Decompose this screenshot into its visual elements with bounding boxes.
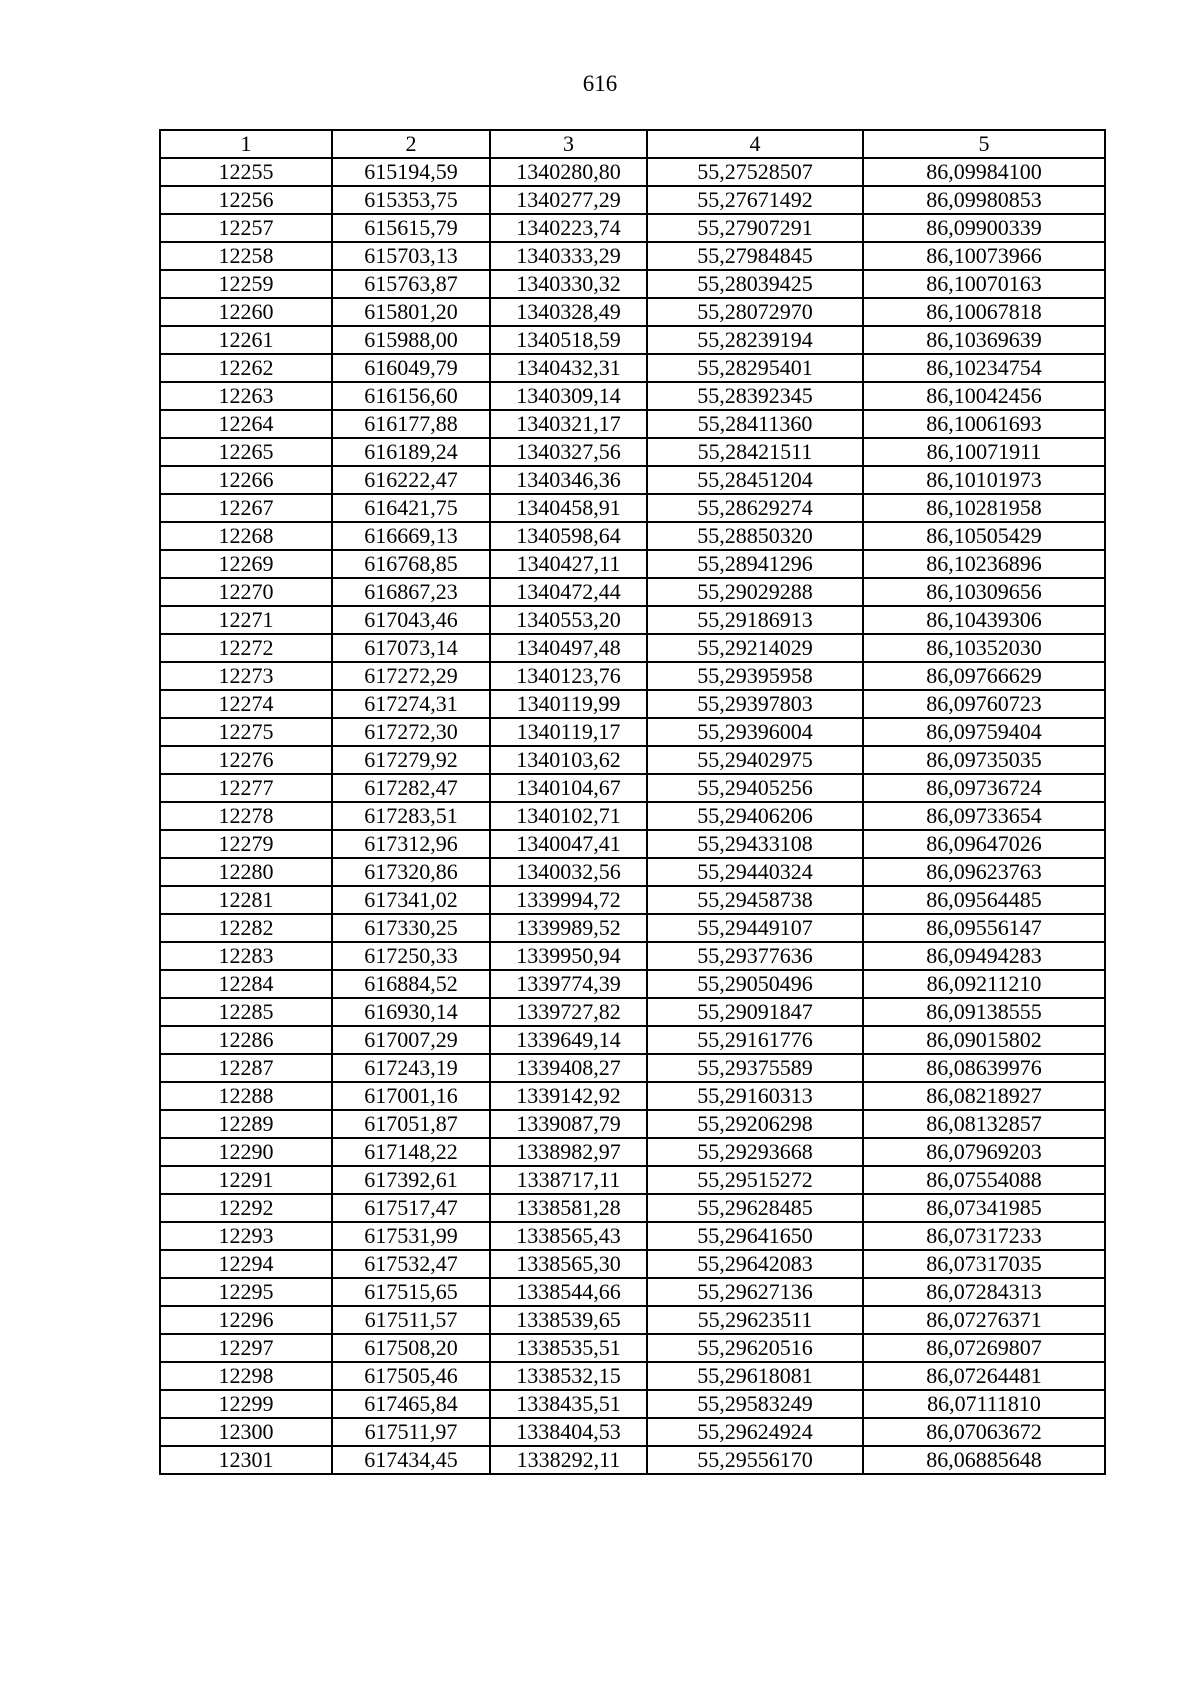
table-cell-col-3: 1339774,39 [490,970,647,998]
table-cell-col-5: 86,08132857 [863,1110,1105,1138]
coordinates-table [159,129,1106,1475]
table-cell-col-2: 617043,46 [332,606,490,634]
table-cell-col-4: 55,29377636 [647,942,863,970]
table-cell-col-5: 86,09900339 [863,214,1105,242]
table-cell-col-4: 55,29641650 [647,1222,863,1250]
table-row [160,1446,1105,1474]
table-cell-col-3: 1338565,43 [490,1222,647,1250]
table-row [160,382,1105,410]
table-row [160,270,1105,298]
table-cell-col-2: 617272,30 [332,718,490,746]
table-cell-col-3: 1339989,52 [490,914,647,942]
table-cell-col-4: 55,29395958 [647,662,863,690]
table-cell-col-1: 12291 [160,1166,332,1194]
table-cell-col-4: 55,29628485 [647,1194,863,1222]
table-cell-col-5: 86,10234754 [863,354,1105,382]
table-cell-col-1: 12268 [160,522,332,550]
table-cell-col-5: 86,10067818 [863,298,1105,326]
table-cell-col-5: 86,09733654 [863,802,1105,830]
table-cell-col-1: 12282 [160,914,332,942]
table-row [160,718,1105,746]
table-cell-col-4: 55,29206298 [647,1110,863,1138]
table-cell-col-2: 615763,87 [332,270,490,298]
table-cell-col-2: 615353,75 [332,186,490,214]
table-row [160,522,1105,550]
table-cell-col-5: 86,10439306 [863,606,1105,634]
table-cell-col-1: 12273 [160,662,332,690]
table-cell-col-3: 1339142,92 [490,1082,647,1110]
table-cell-col-2: 617341,02 [332,886,490,914]
table-cell-col-2: 615703,13 [332,242,490,270]
table-row [160,578,1105,606]
table-cell-col-3: 1340327,56 [490,438,647,466]
table-cell-col-2: 617282,47 [332,774,490,802]
table-cell-col-2: 617508,20 [332,1334,490,1362]
table-cell-col-5: 86,10309656 [863,578,1105,606]
table-row [160,746,1105,774]
table-cell-col-1: 12298 [160,1362,332,1390]
table-cell-col-2: 616421,75 [332,494,490,522]
table-row [160,886,1105,914]
table-cell-col-3: 1338539,65 [490,1306,647,1334]
table-cell-col-4: 55,29618081 [647,1362,863,1390]
table-cell-col-2: 615615,79 [332,214,490,242]
table-cell-col-2: 615801,20 [332,298,490,326]
table-cell-col-2: 617001,16 [332,1082,490,1110]
table-cell-col-4: 55,29214029 [647,634,863,662]
table-cell-col-3: 1340309,14 [490,382,647,410]
table-row [160,550,1105,578]
table-row [160,354,1105,382]
table-cell-col-1: 12280 [160,858,332,886]
table-cell-col-1: 12279 [160,830,332,858]
table-cell-col-1: 12285 [160,998,332,1026]
table-cell-col-5: 86,09211210 [863,970,1105,998]
table-cell-col-1: 12277 [160,774,332,802]
table-cell-col-5: 86,10352030 [863,634,1105,662]
column-header-4: 4 [647,130,863,158]
table-cell-col-1: 12288 [160,1082,332,1110]
table-cell-col-2: 617051,87 [332,1110,490,1138]
table-cell-col-1: 12265 [160,438,332,466]
table-cell-col-2: 617515,65 [332,1278,490,1306]
table-cell-col-3: 1339727,82 [490,998,647,1026]
table-cell-col-4: 55,27671492 [647,186,863,214]
table-cell-col-4: 55,29406206 [647,802,863,830]
table-cell-col-1: 12259 [160,270,332,298]
table-cell-col-5: 86,10369639 [863,326,1105,354]
table-cell-col-5: 86,07269807 [863,1334,1105,1362]
table-row [160,1138,1105,1166]
table-cell-col-5: 86,09980853 [863,186,1105,214]
table-row [160,326,1105,354]
table-cell-col-4: 55,29405256 [647,774,863,802]
table-cell-col-1: 12287 [160,1054,332,1082]
table-cell-col-4: 55,28392345 [647,382,863,410]
table-cell-col-1: 12294 [160,1250,332,1278]
table-cell-col-1: 12270 [160,578,332,606]
table-cell-col-3: 1338982,97 [490,1138,647,1166]
table-cell-col-3: 1340047,41 [490,830,647,858]
table-header [160,130,1105,158]
table-cell-col-4: 55,29440324 [647,858,863,886]
table-row [160,942,1105,970]
table-cell-col-3: 1338404,53 [490,1418,647,1446]
table-row [160,1306,1105,1334]
table-cell-col-5: 86,06885648 [863,1446,1105,1474]
table-cell-col-1: 12289 [160,1110,332,1138]
table-cell-col-2: 617330,25 [332,914,490,942]
table-cell-col-4: 55,29402975 [647,746,863,774]
table-cell-col-4: 55,29623511 [647,1306,863,1334]
table-cell-col-4: 55,29397803 [647,690,863,718]
table-cell-col-1: 12293 [160,1222,332,1250]
table-cell-col-4: 55,27528507 [647,158,863,186]
table-row [160,158,1105,186]
table-cell-col-3: 1340119,17 [490,718,647,746]
table-row [160,214,1105,242]
table-cell-col-2: 615988,00 [332,326,490,354]
table-cell-col-1: 12258 [160,242,332,270]
table-cell-col-2: 617392,61 [332,1166,490,1194]
table-cell-col-2: 616156,60 [332,382,490,410]
table-row [160,774,1105,802]
table-row [160,298,1105,326]
table-row [160,634,1105,662]
table-cell-col-4: 55,29583249 [647,1390,863,1418]
table-cell-col-5: 86,10281958 [863,494,1105,522]
table-cell-col-1: 12274 [160,690,332,718]
table-cell-col-3: 1339408,27 [490,1054,647,1082]
table-cell-col-5: 86,09735035 [863,746,1105,774]
table-cell-col-1: 12284 [160,970,332,998]
table-cell-col-2: 617243,19 [332,1054,490,1082]
table-cell-col-5: 86,10071911 [863,438,1105,466]
column-header-1: 1 [160,130,332,158]
table-cell-col-3: 1340432,31 [490,354,647,382]
table-cell-col-5: 86,10505429 [863,522,1105,550]
table-cell-col-4: 55,29186913 [647,606,863,634]
table-cell-col-1: 12272 [160,634,332,662]
table-cell-col-4: 55,29160313 [647,1082,863,1110]
table-cell-col-2: 617434,45 [332,1446,490,1474]
table-cell-col-1: 12269 [160,550,332,578]
table-cell-col-3: 1340497,48 [490,634,647,662]
table-cell-col-3: 1340333,29 [490,242,647,270]
table-row [160,438,1105,466]
table-cell-col-2: 616049,79 [332,354,490,382]
table-cell-col-1: 12267 [160,494,332,522]
table-cell-col-5: 86,09556147 [863,914,1105,942]
table-cell-col-1: 12271 [160,606,332,634]
table-cell-col-5: 86,07317233 [863,1222,1105,1250]
table-cell-col-3: 1340280,80 [490,158,647,186]
table-body [160,158,1105,1474]
table-cell-col-4: 55,28451204 [647,466,863,494]
table-row [160,186,1105,214]
table-row [160,1054,1105,1082]
table-row [160,1166,1105,1194]
page-number: 616 [582,71,618,96]
table-cell-col-5: 86,09647026 [863,830,1105,858]
table-cell-col-2: 617148,22 [332,1138,490,1166]
table-cell-col-3: 1338717,11 [490,1166,647,1194]
table-cell-col-5: 86,07276371 [863,1306,1105,1334]
table-cell-col-5: 86,09760723 [863,690,1105,718]
table-cell-col-2: 617505,46 [332,1362,490,1390]
table-cell-col-1: 12257 [160,214,332,242]
table-row [160,1250,1105,1278]
table-cell-col-3: 1338435,51 [490,1390,647,1418]
table-cell-col-5: 86,07284313 [863,1278,1105,1306]
table-cell-col-1: 12256 [160,186,332,214]
table-cell-col-3: 1338535,51 [490,1334,647,1362]
table-cell-col-1: 12260 [160,298,332,326]
header-row [160,130,1105,158]
table-cell-col-3: 1340598,64 [490,522,647,550]
table-cell-col-5: 86,08639976 [863,1054,1105,1082]
table-cell-col-5: 86,10042456 [863,382,1105,410]
table-cell-col-1: 12275 [160,718,332,746]
table-cell-col-3: 1339087,79 [490,1110,647,1138]
table-cell-col-2: 616884,52 [332,970,490,998]
table-cell-col-2: 617511,97 [332,1418,490,1446]
column-header-5: 5 [863,130,1105,158]
table-row [160,1418,1105,1446]
table-row [160,1194,1105,1222]
table-cell-col-2: 616189,24 [332,438,490,466]
table-cell-col-2: 617283,51 [332,802,490,830]
table-cell-col-1: 12297 [160,1334,332,1362]
table-row [160,242,1105,270]
table-cell-col-2: 617312,96 [332,830,490,858]
table-row [160,802,1105,830]
table-row [160,1390,1105,1418]
table-cell-col-4: 55,29161776 [647,1026,863,1054]
table-row [160,494,1105,522]
table-cell-col-2: 617250,33 [332,942,490,970]
table-cell-col-3: 1339649,14 [490,1026,647,1054]
table-cell-col-2: 617274,31 [332,690,490,718]
column-header-3: 3 [490,130,647,158]
table-cell-col-4: 55,28421511 [647,438,863,466]
table-cell-col-4: 55,28850320 [647,522,863,550]
table-cell-col-3: 1339950,94 [490,942,647,970]
table-cell-col-2: 617279,92 [332,746,490,774]
table-cell-col-2: 616867,23 [332,578,490,606]
table-cell-col-1: 12276 [160,746,332,774]
table-cell-col-5: 86,09623763 [863,858,1105,886]
table-row [160,662,1105,690]
table-cell-col-1: 12281 [160,886,332,914]
table-cell-col-4: 55,27907291 [647,214,863,242]
table-cell-col-4: 55,29293668 [647,1138,863,1166]
table-cell-col-1: 12292 [160,1194,332,1222]
table-cell-col-5: 86,10073966 [863,242,1105,270]
table-row [160,914,1105,942]
table-cell-col-2: 617272,29 [332,662,490,690]
table-row [160,606,1105,634]
table-row [160,410,1105,438]
table-cell-col-2: 617073,14 [332,634,490,662]
table-row [160,466,1105,494]
table-cell-col-2: 617511,57 [332,1306,490,1334]
table-cell-col-3: 1340330,32 [490,270,647,298]
table-cell-col-2: 616930,14 [332,998,490,1026]
table-cell-col-4: 55,28295401 [647,354,863,382]
table-cell-col-5: 86,07317035 [863,1250,1105,1278]
table-cell-col-4: 55,29029288 [647,578,863,606]
table-row [160,1334,1105,1362]
table-cell-col-4: 55,28239194 [647,326,863,354]
table-cell-col-3: 1338544,66 [490,1278,647,1306]
table-row [160,998,1105,1026]
table-cell-col-4: 55,29449107 [647,914,863,942]
table-cell-col-3: 1340103,62 [490,746,647,774]
table-cell-col-3: 1338581,28 [490,1194,647,1222]
table-cell-col-5: 86,07063672 [863,1418,1105,1446]
table-cell-col-1: 12262 [160,354,332,382]
table-cell-col-1: 12261 [160,326,332,354]
table-cell-col-3: 1338292,11 [490,1446,647,1474]
table-cell-col-2: 617320,86 [332,858,490,886]
table-cell-col-4: 55,28072970 [647,298,863,326]
table-cell-col-2: 616669,13 [332,522,490,550]
table-cell-col-4: 55,28629274 [647,494,863,522]
table-cell-col-5: 86,07969203 [863,1138,1105,1166]
table-cell-col-2: 617007,29 [332,1026,490,1054]
table-cell-col-5: 86,09564485 [863,886,1105,914]
table-cell-col-4: 55,28411360 [647,410,863,438]
table-cell-col-1: 12290 [160,1138,332,1166]
table-cell-col-4: 55,29556170 [647,1446,863,1474]
table-cell-col-1: 12255 [160,158,332,186]
table-cell-col-4: 55,29515272 [647,1166,863,1194]
table-cell-col-1: 12278 [160,802,332,830]
table-cell-col-2: 617465,84 [332,1390,490,1418]
table-cell-col-5: 86,09494283 [863,942,1105,970]
table-cell-col-3: 1338565,30 [490,1250,647,1278]
table-cell-col-4: 55,29458738 [647,886,863,914]
table-cell-col-5: 86,09766629 [863,662,1105,690]
table-cell-col-4: 55,29620516 [647,1334,863,1362]
table-cell-col-3: 1340328,49 [490,298,647,326]
table-cell-col-1: 12299 [160,1390,332,1418]
table-cell-col-2: 617531,99 [332,1222,490,1250]
table-cell-col-5: 86,10070163 [863,270,1105,298]
table-cell-col-1: 12283 [160,942,332,970]
table-cell-col-5: 86,07341985 [863,1194,1105,1222]
table-row [160,970,1105,998]
table-row [160,1082,1105,1110]
table-cell-col-2: 617517,47 [332,1194,490,1222]
table-cell-col-1: 12296 [160,1306,332,1334]
table-cell-col-5: 86,09138555 [863,998,1105,1026]
table-cell-col-3: 1338532,15 [490,1362,647,1390]
table-row [160,858,1105,886]
table-cell-col-1: 12286 [160,1026,332,1054]
table-cell-col-4: 55,29091847 [647,998,863,1026]
table-cell-col-3: 1340427,11 [490,550,647,578]
table-cell-col-4: 55,29375589 [647,1054,863,1082]
table-cell-col-5: 86,09984100 [863,158,1105,186]
table-cell-col-1: 12263 [160,382,332,410]
column-header-2: 2 [332,130,490,158]
table-cell-col-3: 1340472,44 [490,578,647,606]
table-cell-col-2: 617532,47 [332,1250,490,1278]
table-cell-col-3: 1340104,67 [490,774,647,802]
table-cell-col-5: 86,10101973 [863,466,1105,494]
table-cell-col-5: 86,10061693 [863,410,1105,438]
table-row [160,1110,1105,1138]
table-cell-col-3: 1340223,74 [490,214,647,242]
table-cell-col-5: 86,10236896 [863,550,1105,578]
table-cell-col-3: 1340553,20 [490,606,647,634]
table-cell-col-4: 55,29433108 [647,830,863,858]
table-cell-col-5: 86,08218927 [863,1082,1105,1110]
table-cell-col-3: 1340123,76 [490,662,647,690]
table-row [160,1222,1105,1250]
table-cell-col-4: 55,29627136 [647,1278,863,1306]
table-row [160,1278,1105,1306]
table-cell-col-5: 86,07554088 [863,1166,1105,1194]
table-cell-col-4: 55,28941296 [647,550,863,578]
table-cell-col-5: 86,07111810 [863,1390,1105,1418]
table-cell-col-3: 1340458,91 [490,494,647,522]
table-cell-col-3: 1340518,59 [490,326,647,354]
table-row [160,830,1105,858]
table-cell-col-5: 86,07264481 [863,1362,1105,1390]
table-cell-col-4: 55,29642083 [647,1250,863,1278]
table-row [160,1362,1105,1390]
table-cell-col-1: 12264 [160,410,332,438]
table-cell-col-1: 12295 [160,1278,332,1306]
table-cell-col-3: 1340119,99 [490,690,647,718]
table-cell-col-2: 615194,59 [332,158,490,186]
table-cell-col-4: 55,27984845 [647,242,863,270]
table-cell-col-2: 616177,88 [332,410,490,438]
table-cell-col-3: 1340277,29 [490,186,647,214]
table-cell-col-2: 616768,85 [332,550,490,578]
table-cell-col-4: 55,29624924 [647,1418,863,1446]
table-cell-col-3: 1340102,71 [490,802,647,830]
table-cell-col-1: 12266 [160,466,332,494]
table-cell-col-5: 86,09015802 [863,1026,1105,1054]
table-cell-col-3: 1340346,36 [490,466,647,494]
table-cell-col-3: 1340032,56 [490,858,647,886]
table-cell-col-5: 86,09759404 [863,718,1105,746]
table-row [160,690,1105,718]
table-row [160,1026,1105,1054]
table-cell-col-1: 12301 [160,1446,332,1474]
table-cell-col-3: 1339994,72 [490,886,647,914]
table-cell-col-3: 1340321,17 [490,410,647,438]
table-cell-col-1: 12300 [160,1418,332,1446]
table-cell-col-5: 86,09736724 [863,774,1105,802]
table-cell-col-2: 616222,47 [332,466,490,494]
table-cell-col-4: 55,29050496 [647,970,863,998]
table-cell-col-4: 55,29396004 [647,718,863,746]
table-cell-col-4: 55,28039425 [647,270,863,298]
